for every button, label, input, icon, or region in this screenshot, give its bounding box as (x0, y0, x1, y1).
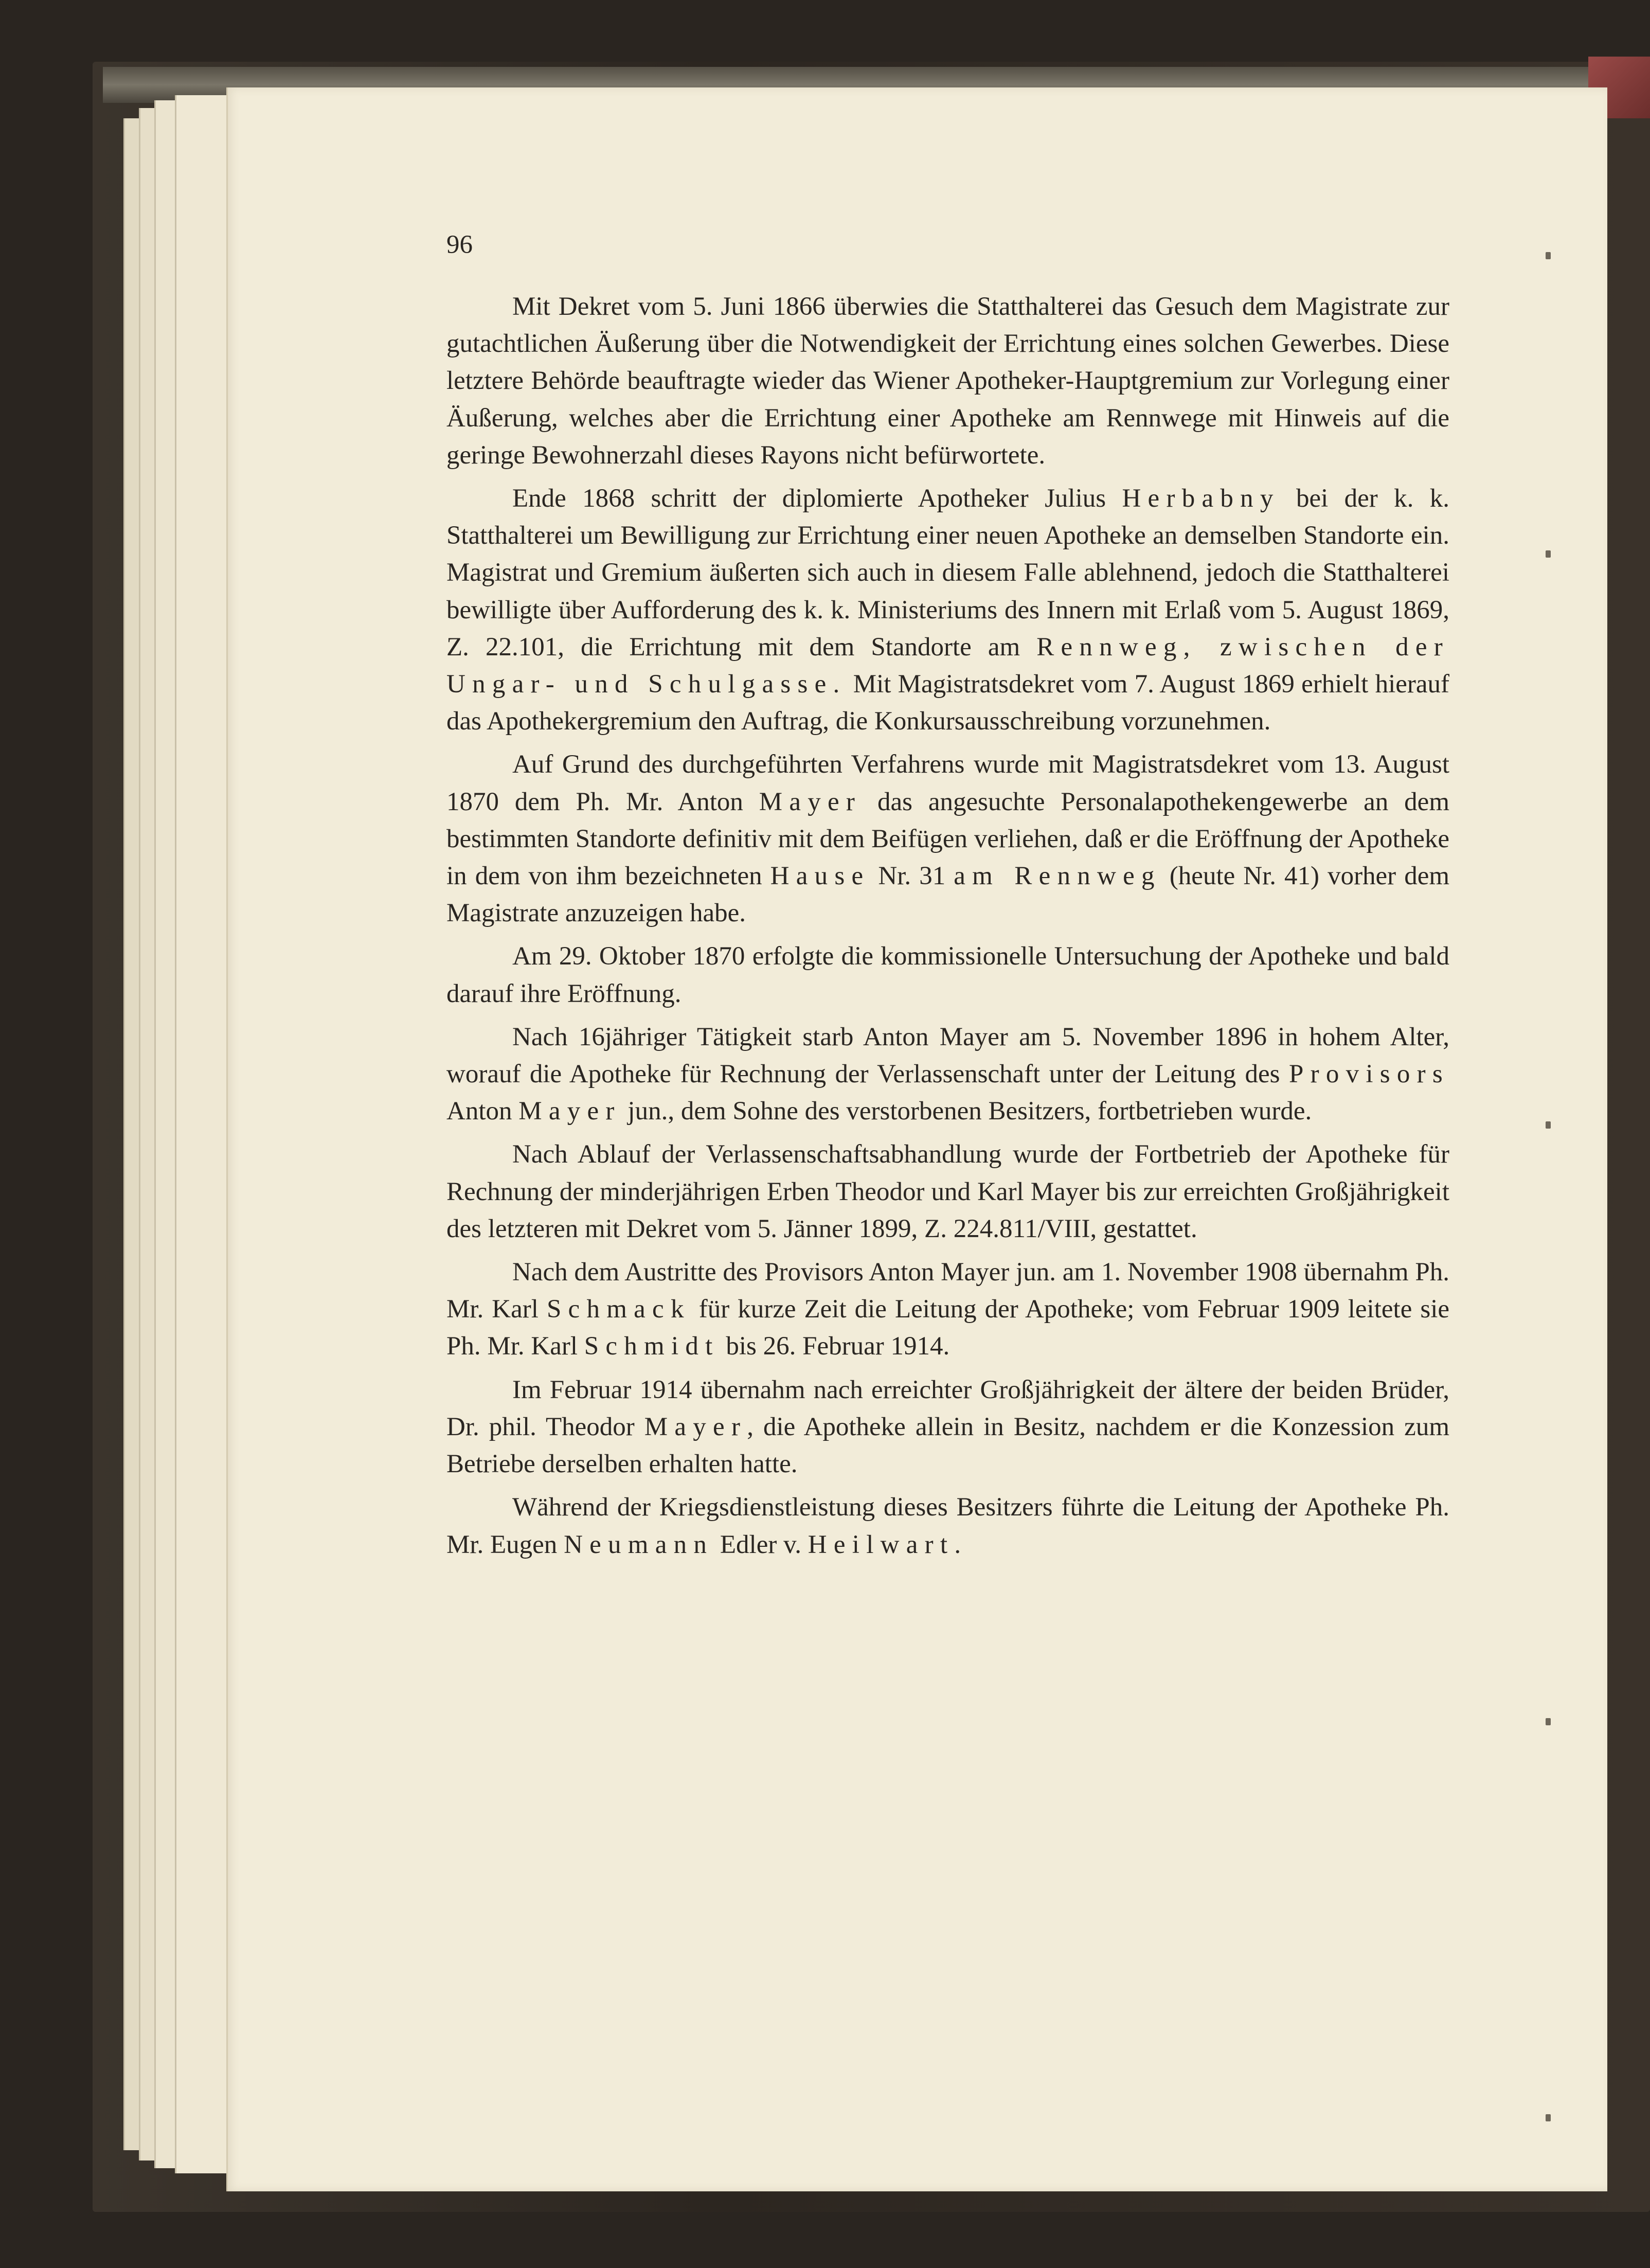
page-gutter (226, 87, 228, 2191)
paragraph (446, 746, 1449, 932)
page-body (446, 226, 1449, 1569)
paragraph (446, 1489, 1449, 1563)
spaced-text: Schmidt (584, 1332, 720, 1361)
paragraph (446, 480, 1449, 740)
spaced-text: Schmack (546, 1295, 691, 1324)
text-run: . (954, 1530, 961, 1559)
paragraph (446, 288, 1449, 474)
paragraph (446, 1254, 1449, 1365)
text-run: Nach dem Austritte des Provisors Anton Mayer jun. am 1. November 1908 übernahm Ph. Mr. Karl (446, 1258, 1449, 1324)
text-run: Während der Kriegsdienstleistung dieses Besitzers führte die Leitung der Apotheke Ph. Mr. Eugen (446, 1493, 1449, 1559)
text-run: Im Februar 1914 übernahm nach erreichter Großjährigkeit der ältere der beiden Brüder, Dr. phil. Theodor (446, 1375, 1449, 1441)
margin-mark (1546, 252, 1551, 259)
spaced-text: Herbabny (1122, 484, 1280, 513)
text-run: jun., dem Sohne des verstorbenen Besitzers, fortbetrieben wurde. (621, 1097, 1312, 1126)
text-run: das angesuchte Personalapothekengewerbe an dem bestimmten Standorte definitiv mit dem Beifügen verliehen, daß er die Eröffnung der Apotheke in dem von ihm bezeichneten (446, 787, 1449, 891)
margin-mark (1546, 1121, 1551, 1129)
spaced-text: Neumann (564, 1530, 714, 1559)
text-run: Am 29. Oktober 1870 erfolgte die kommissionelle Untersuchung der Apotheke und bald darauf ihre Eröffnung. (446, 942, 1449, 1008)
text-run: Auf Grund des durchgeführten Verfahrens wurde mit Magistratsdekret vom 13. August 1870 dem Ph. Mr. Anton (446, 750, 1449, 816)
text-run: (heute Nr. 41) vorher dem Magistrate anzuzeigen habe. (446, 862, 1450, 928)
paragraph (446, 1136, 1449, 1247)
margin-mark (1546, 1718, 1551, 1725)
margin-mark (1546, 550, 1551, 558)
spaced-text: Mayer (518, 1097, 621, 1126)
text-run: Nr. 31 (870, 862, 954, 891)
paragraph (446, 1371, 1449, 1483)
text-run: bei der k. k. Statthalterei um Bewilligung zur Errichtung einer neuen Apotheke an demselben Standorte ein. Magistrat und Gremium äußerten sich auch in diesem Falle ablehnend, jedoch die Statthalterei bewilligte über Aufforderung des k. k. Ministeriums des Innern mit Erlaß vom 5. August 1869, Z. 22.101, die Errichtung mit dem Standorte am (446, 484, 1449, 662)
text-run: Mit Magistratsdekret vom 7. August 1869 erhielt hierauf das Apothekergremium den Auftrag, die Konkursausschreibung vorzunehmen. (446, 670, 1449, 736)
spaced-text: Rennweg, zwischen der Ungar- und Schulgasse. (446, 632, 1449, 699)
text-run: Nach 16jähriger Tätigkeit starb Anton Mayer am 5. November 1896 in hohem Alter, worauf die Apotheke für Rechnung der Verlassenschaft unter der Leitung des (446, 1022, 1449, 1089)
spaced-text: Hause (770, 862, 870, 891)
spaced-text: Heilwart (808, 1530, 955, 1559)
text-run: bis 26. Februar 1914. (719, 1332, 950, 1361)
text-run: Ende 1868 schritt der diplomierte Apotheker Julius (512, 484, 1122, 513)
text-run: für kurze Zeit die Leitung der Apotheke; vom Februar 1909 leitete sie Ph. Mr. Karl (446, 1295, 1450, 1361)
spaced-text: Provisors (1288, 1060, 1449, 1089)
text-run: Edler v. (713, 1530, 808, 1559)
spaced-text: Mayer (644, 1412, 747, 1441)
text-run: Anton (446, 1097, 519, 1126)
paragraph (446, 1019, 1449, 1130)
spaced-text: am Rennweg (954, 862, 1161, 891)
page-number: 96 (446, 230, 473, 259)
paragraph (446, 938, 1449, 1012)
text-run: Mit Dekret vom 5. Juni 1866 überwies die Statthalterei das Gesuch dem Magistrate zur gutachtlichen Äußerung über die Notwendigkeit der Errichtung eines solchen Gewerbes. Diese letztere Behörde beauftragte wieder das Wiener Apotheker-Hauptgremium zur Vorlegung einer Äußerung, welches aber die Errichtung einer Apotheke am Rennwege mit Hinweis auf die geringe Bewohnerzahl dieses Rayons nicht befürwortete. (446, 292, 1449, 470)
margin-mark (1546, 2114, 1551, 2121)
paragraph-list (446, 288, 1449, 1563)
spaced-text: Mayer (759, 787, 862, 816)
text-run: , die Apotheke allein in Besitz, nachdem er die Konzession zum Betriebe derselben erhalten hatte. (446, 1412, 1449, 1479)
text-run: Nach Ablauf der Verlassenschaftsabhandlung wurde der Fortbetrieb der Apotheke für Rechnung der minderjährigen Erben Theodor und Karl Mayer bis zur erreichten Großjährigkeit des letzteren mit Dekret vom 5. Jänner 1899, Z. 224.811/VIII, gestattet. (446, 1140, 1449, 1243)
